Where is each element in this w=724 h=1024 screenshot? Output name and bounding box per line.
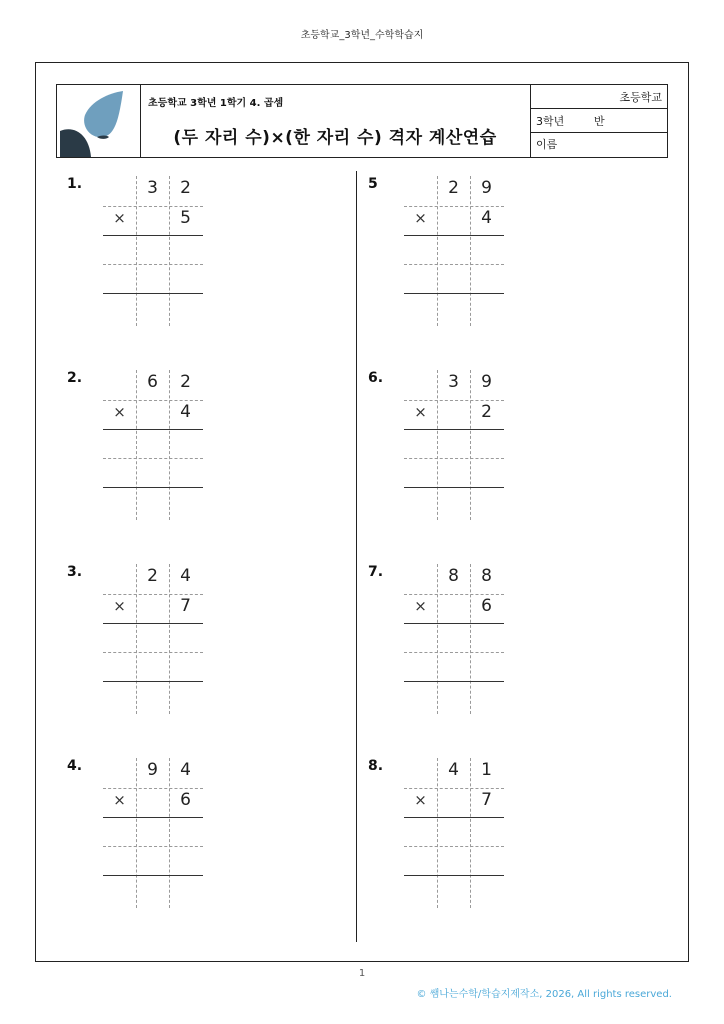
grid-row-line	[404, 206, 504, 207]
times-sign: ×	[414, 209, 427, 227]
grid-row-line	[404, 264, 504, 265]
times-sign: ×	[113, 209, 126, 227]
page-header: 초등학교_3학년_수학학습지	[300, 30, 424, 41]
grid-row-line	[103, 206, 203, 207]
grid-rule-line	[103, 875, 203, 876]
tens-digit: 9	[147, 760, 158, 780]
problem-5	[368, 176, 518, 336]
grid-rule-line	[404, 429, 504, 430]
grid-column-line	[169, 370, 170, 520]
grid-rule-line	[404, 487, 504, 488]
calculation-grid[interactable]	[103, 758, 203, 908]
times-sign: ×	[113, 791, 126, 809]
problem-number: 5	[368, 176, 378, 192]
grid-column-line	[470, 176, 471, 326]
calculation-grid[interactable]	[404, 176, 504, 326]
worksheet-subtitle: 초등학교 3학년 1학기 4. 곱셈	[148, 98, 284, 109]
times-sign: ×	[113, 597, 126, 615]
grid-column-line	[470, 564, 471, 714]
tens-digit: 6	[147, 372, 158, 392]
grid-column-line	[136, 370, 137, 520]
problem-3	[67, 564, 217, 724]
title-box	[56, 84, 668, 158]
tens-digit: 3	[448, 372, 459, 392]
ones-digit: 4	[180, 566, 191, 586]
calculation-grid[interactable]	[103, 176, 203, 326]
problem-number: 2.	[67, 370, 83, 386]
problem-1	[67, 176, 217, 336]
column-divider	[356, 171, 357, 942]
grid-column-line	[470, 370, 471, 520]
grid-column-line	[437, 176, 438, 326]
ones-digit: 9	[481, 178, 492, 198]
grid-row-line	[103, 594, 203, 595]
grid-row-line	[404, 788, 504, 789]
multiplier-digit: 4	[481, 208, 492, 228]
grid-column-line	[169, 758, 170, 908]
tens-digit: 2	[448, 178, 459, 198]
grid-column-line	[437, 370, 438, 520]
multiplier-digit: 6	[481, 596, 492, 616]
multiplier-digit: 2	[481, 402, 492, 422]
grid-column-line	[136, 758, 137, 908]
grid-row-line	[404, 458, 504, 459]
tens-digit: 3	[147, 178, 158, 198]
grid-column-line	[437, 564, 438, 714]
problem-number: 8.	[368, 758, 384, 774]
school-field[interactable]	[531, 85, 668, 109]
ones-digit: 8	[481, 566, 492, 586]
grid-row-line	[103, 652, 203, 653]
grid-rule-line	[404, 293, 504, 294]
grid-rule-line	[404, 875, 504, 876]
copyright-notice: © 쌤나는수학/학습지제작소, 2026, All rights reserved.	[416, 989, 672, 1000]
logo-icon	[57, 85, 140, 157]
grade-label: 3학년	[536, 115, 565, 128]
grid-rule-line	[103, 293, 203, 294]
ones-digit: 2	[180, 372, 191, 392]
multiplier-digit: 7	[481, 790, 492, 810]
calculation-grid[interactable]	[103, 564, 203, 714]
page-number: 1	[358, 968, 366, 979]
times-sign: ×	[414, 403, 427, 421]
grid-column-line	[437, 758, 438, 908]
tens-digit: 4	[448, 760, 459, 780]
grid-rule-line	[103, 817, 203, 818]
multiplier-digit: 5	[180, 208, 191, 228]
problem-number: 4.	[67, 758, 83, 774]
logo-cell	[57, 85, 141, 157]
grid-row-line	[404, 400, 504, 401]
problem-number: 3.	[67, 564, 83, 580]
problem-7	[368, 564, 518, 724]
grid-column-line	[169, 564, 170, 714]
student-info	[530, 85, 668, 157]
calculation-grid[interactable]	[404, 564, 504, 714]
tens-digit: 2	[147, 566, 158, 586]
problem-2	[67, 370, 217, 530]
grid-column-line	[169, 176, 170, 326]
times-sign: ×	[113, 403, 126, 421]
grid-rule-line	[103, 681, 203, 682]
tens-digit: 8	[448, 566, 459, 586]
ones-digit: 9	[481, 372, 492, 392]
grid-row-line	[404, 652, 504, 653]
grid-rule-line	[103, 623, 203, 624]
ones-digit: 2	[180, 178, 191, 198]
grid-row-line	[404, 594, 504, 595]
grid-rule-line	[404, 623, 504, 624]
problem-8	[368, 758, 518, 918]
problem-number: 7.	[368, 564, 384, 580]
grid-row-line	[103, 264, 203, 265]
grid-column-line	[136, 176, 137, 326]
times-sign: ×	[414, 791, 427, 809]
times-sign: ×	[414, 597, 427, 615]
name-label: 이름	[536, 138, 558, 151]
grid-rule-line	[404, 681, 504, 682]
school-label: 초등학교	[619, 91, 662, 104]
grid-rule-line	[103, 235, 203, 236]
class-label: 반	[594, 115, 605, 128]
grid-rule-line	[404, 235, 504, 236]
calculation-grid[interactable]	[103, 370, 203, 520]
ones-digit: 4	[180, 760, 191, 780]
name-field[interactable]	[531, 133, 668, 157]
problem-number: 1.	[67, 176, 83, 192]
grid-row-line	[103, 400, 203, 401]
multiplier-digit: 7	[180, 596, 191, 616]
grid-row-line	[103, 788, 203, 789]
grid-rule-line	[404, 817, 504, 818]
grade-class-field[interactable]	[531, 109, 668, 133]
calculation-grid[interactable]	[404, 370, 504, 520]
grid-row-line	[103, 458, 203, 459]
grid-row-line	[404, 846, 504, 847]
multiplier-digit: 6	[180, 790, 191, 810]
grid-rule-line	[103, 487, 203, 488]
multiplier-digit: 4	[180, 402, 191, 422]
grid-rule-line	[103, 429, 203, 430]
ones-digit: 1	[481, 760, 492, 780]
grid-column-line	[470, 758, 471, 908]
grid-column-line	[136, 564, 137, 714]
worksheet-title: (두 자리 수)×(한 자리 수) 격자 계산연습	[173, 128, 497, 148]
calculation-grid[interactable]	[404, 758, 504, 908]
problem-number: 6.	[368, 370, 384, 386]
grid-row-line	[103, 846, 203, 847]
problem-6	[368, 370, 518, 530]
problem-4	[67, 758, 217, 918]
